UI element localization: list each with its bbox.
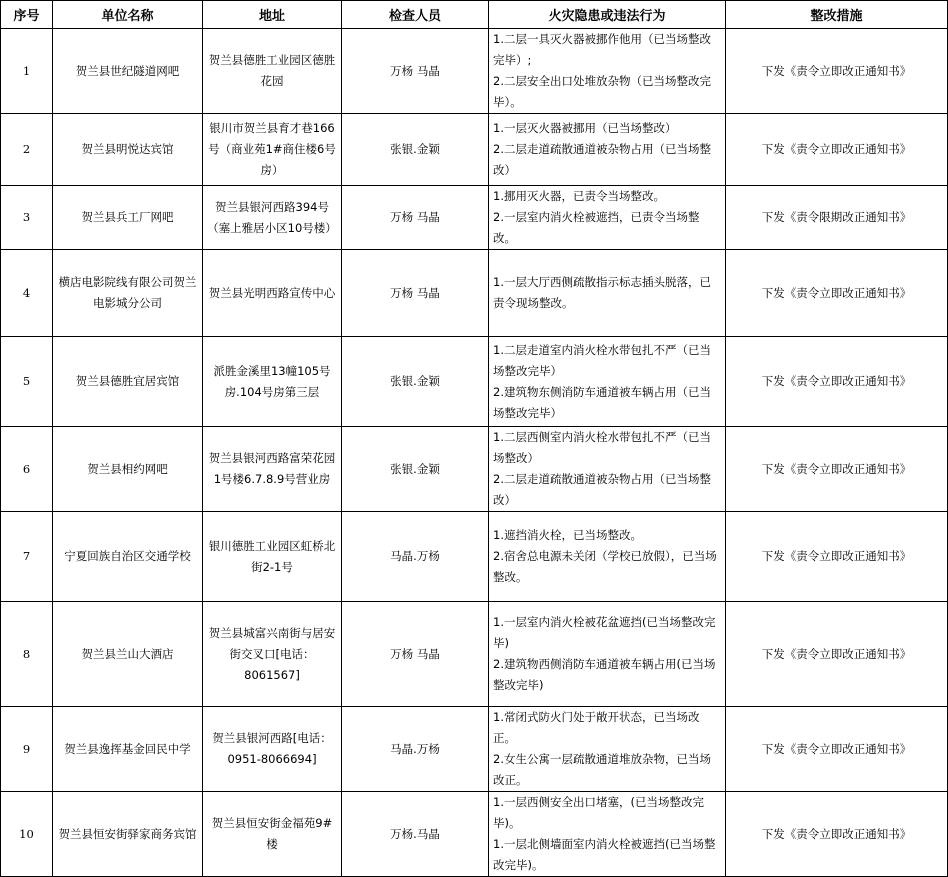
cell-inspectors: 张银.金颖 [342,427,489,512]
header-index: 序号 [1,1,53,29]
table-row [1,29,948,114]
cell-hazards [489,427,726,512]
hazard-item: 1.一层西侧安全出口堵塞，(已当场整改完毕)。 [493,795,704,830]
hazard-item: 1.二层西侧室内消火栓水带包扎不严（已当场整改） [493,430,711,465]
header-inspectors: 检查人员 [342,1,489,29]
cell-index: 3 [1,186,53,250]
table-row [1,707,948,792]
cell-hazards [489,512,726,602]
cell-address: 贺兰县银河西路富荣花园1号楼6.7.8.9号营业房 [203,427,342,512]
hazard-item: 1.一层灭火器被挪用（已当场整改） [493,121,677,135]
cell-hazards [489,707,726,792]
hazard-item: 2.建筑物东侧消防车通道被车辆占用（已当场整改完毕） [493,384,711,420]
cell-measures: 下发《责令立即改正通知书》 [726,29,948,114]
table-row [1,337,948,427]
cell-address: 派胜金溪里13幢105号房.104号房第三层 [203,337,342,427]
hazard-item: 1.一层大厅西侧疏散指示标志插头脱落，已责令现场整改。 [493,275,711,310]
cell-inspectors: 张银.金颖 [342,337,489,427]
hazard-item: 1.二层一具灭火器被挪作他用（已当场整改完毕）; [493,32,711,67]
cell-address: 银川德胜工业园区虹桥北街2-1号 [203,512,342,602]
hazard-item: 1.挪用灭火器，已责令当场整改。 [493,189,665,203]
cell-hazards [489,186,726,250]
cell-unit-name: 贺兰县明悦达宾馆 [53,114,203,186]
header-row [1,1,948,29]
cell-measures: 下发《责令立即改正通知书》 [726,114,948,186]
table-row [1,427,948,512]
cell-unit-name: 贺兰县相约网吧 [53,427,203,512]
cell-hazards [489,29,726,114]
hazard-item: 1.遮挡消火栓，已当场整改。 [493,528,642,542]
cell-address: 贺兰县光明西路宣传中心 [203,250,342,337]
cell-measures: 下发《责令立即改正通知书》 [726,792,948,877]
hazard-item: 2.二层走道疏散通道被杂物占用（已当场整改） [493,142,711,177]
cell-index: 5 [1,337,53,427]
cell-index: 6 [1,427,53,512]
table-row [1,114,948,186]
cell-index: 7 [1,512,53,602]
cell-hazards [489,114,726,186]
cell-measures: 下发《责令限期改正通知书》 [726,186,948,250]
cell-inspectors: 张银.金颖 [342,114,489,186]
cell-inspectors: 马晶.万杨 [342,707,489,792]
cell-address: 贺兰县银河西路[电话：0951-8066694] [203,707,342,792]
cell-hazards [489,337,726,427]
cell-unit-name: 贺兰县逸挥基金回民中学 [53,707,203,792]
table-row [1,186,948,250]
cell-address: 贺兰县城富兴南街与居安街交叉口[电话：8061567] [203,602,342,707]
table-row [1,250,948,337]
hazard-item: 2.宿舍总电源未关闭（学校已放假），已当场整改。 [493,549,717,584]
cell-address: 贺兰县德胜工业园区德胜花园 [203,29,342,114]
hazard-item: 2.建筑物西侧消防车通道被车辆占用(已当场整改完毕) [493,657,716,692]
cell-address: 银川市贺兰县育才巷166号（商业苑1#商住楼6号房） [203,114,342,186]
cell-address: 贺兰县银河西路394号（塞上雅居小区10号楼） [203,186,342,250]
cell-index: 10 [1,792,53,877]
cell-measures: 下发《责令立即改正通知书》 [726,602,948,707]
cell-unit-name: 宁夏回族自治区交通学校 [53,512,203,602]
cell-hazards [489,602,726,707]
table-row [1,792,948,877]
cell-measures: 下发《责令立即改正通知书》 [726,512,948,602]
header-hazards: 火灾隐患或违法行为 [489,1,726,29]
cell-hazards [489,792,726,877]
header-measures: 整改措施 [726,1,948,29]
header-unit-name: 单位名称 [53,1,203,29]
cell-unit-name: 贺兰县恒安街驿家商务宾馆 [53,792,203,877]
cell-unit-name: 贺兰县兰山大酒店 [53,602,203,707]
table-row [1,512,948,602]
cell-inspectors: 万杨 马晶 [342,186,489,250]
cell-measures: 下发《责令立即改正通知书》 [726,250,948,337]
cell-index: 8 [1,602,53,707]
hazard-item: 2.一层室内消火栓被遮挡，已责令当场整改。 [493,210,700,245]
table-row [1,602,948,707]
cell-inspectors: 万杨.马晶 [342,792,489,877]
hazard-item: 2.二层安全出口处堆放杂物（已当场整改完毕）。 [493,74,711,109]
cell-unit-name: 贺兰县世纪隧道网吧 [53,29,203,114]
cell-hazards [489,250,726,337]
cell-address: 贺兰县恒安街金福苑9#楼 [203,792,342,877]
cell-measures: 下发《责令立即改正通知书》 [726,707,948,792]
hazard-item: 2.女生公寓一层疏散通道堆放杂物，已当场改正。 [493,752,711,787]
hazard-item: 1.一层室内消火栓被花盆遮挡(已当场整改完毕) [493,615,716,650]
cell-inspectors: 万杨 马晶 [342,29,489,114]
cell-unit-name: 贺兰县兵工厂网吧 [53,186,203,250]
cell-inspectors: 万杨 马晶 [342,250,489,337]
cell-measures: 下发《责令立即改正通知书》 [726,337,948,427]
cell-inspectors: 马晶.万杨 [342,512,489,602]
cell-unit-name: 贺兰县德胜宜居宾馆 [53,337,203,427]
header-address: 地址 [203,1,342,29]
hazard-item: 2.二层走道疏散通道被杂物占用（已当场整改） [493,472,711,507]
cell-index: 1 [1,29,53,114]
cell-inspectors: 万杨 马晶 [342,602,489,707]
cell-measures: 下发《责令立即改正通知书》 [726,427,948,512]
hazard-item: 1.二层走道室内消火栓水带包扎不严（已当场整改完毕） [493,342,711,378]
hazard-item: 1.一层北侧墙面室内消火栓被遮挡(已当场整改完毕)。 [493,837,716,872]
cell-unit-name: 横店电影院线有限公司贺兰电影城分公司 [53,250,203,337]
hazard-item: 1.常闭式防火门处于敞开状态，已当场改正。 [493,710,700,745]
cell-index: 2 [1,114,53,186]
cell-index: 4 [1,250,53,337]
cell-index: 9 [1,707,53,792]
